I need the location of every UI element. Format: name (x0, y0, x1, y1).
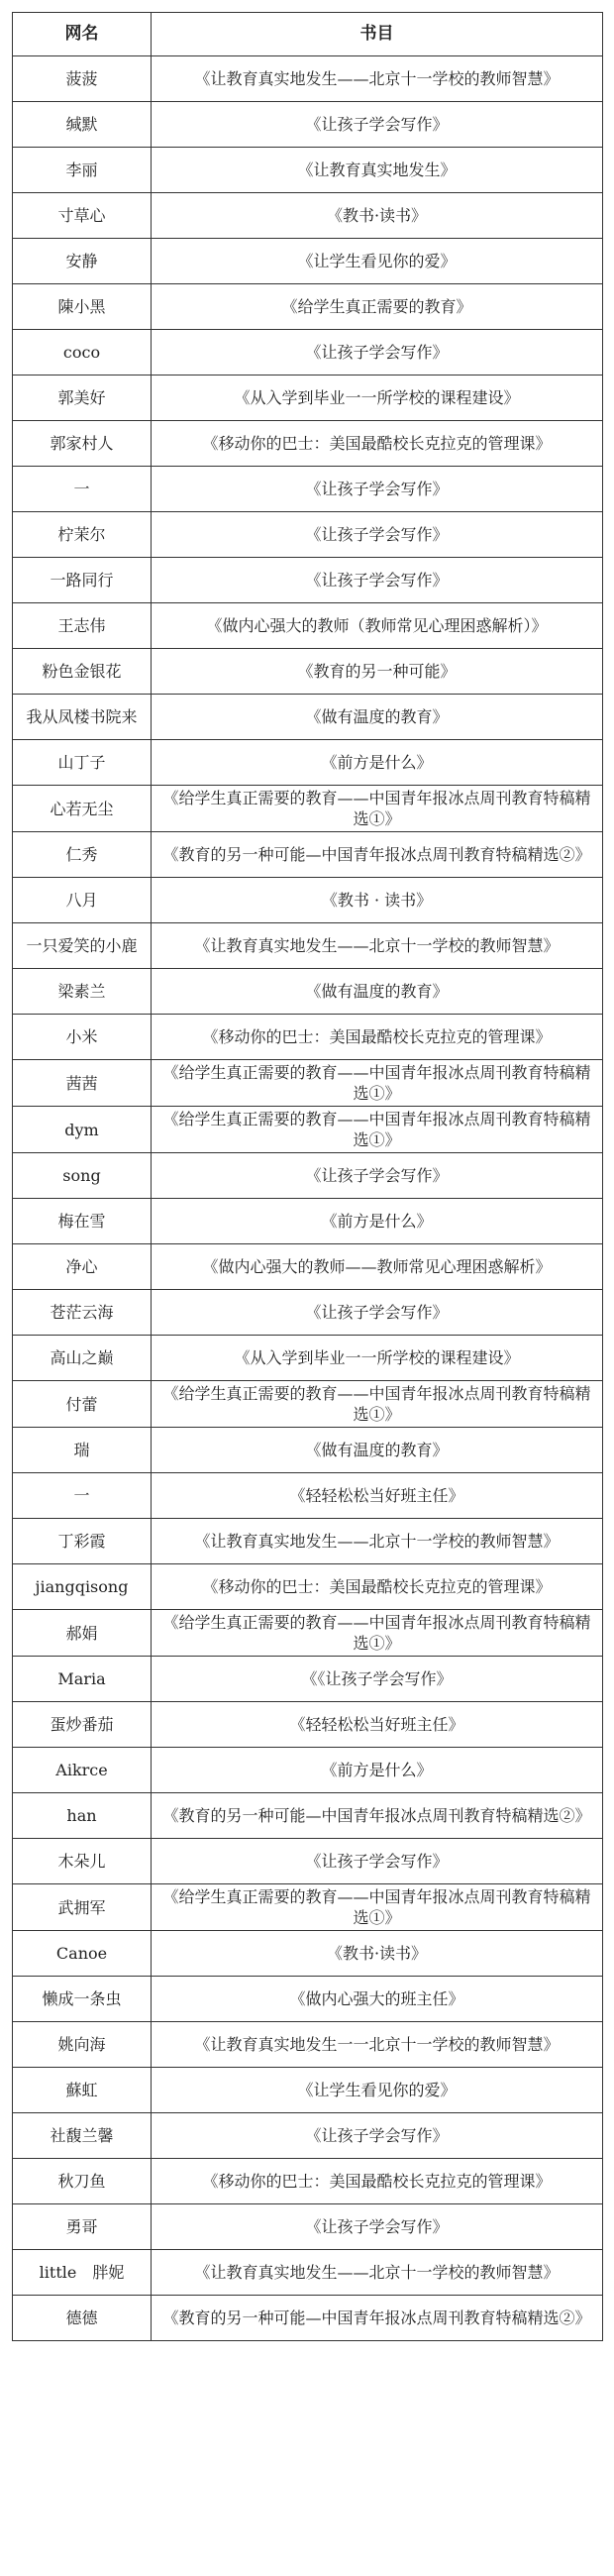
cell-name: 苍茫云海 (13, 1290, 152, 1336)
cell-book: 《教书 · 读书》 (152, 878, 603, 923)
table-row (13, 56, 603, 102)
table-row (13, 740, 603, 786)
table-row (13, 1977, 603, 2022)
cell-book: 《让学生看见你的爱》 (152, 2068, 603, 2113)
cell-name: 小米 (13, 1015, 152, 1060)
cell-book: 《给学生真正需要的教育——中国青年报冰点周刊教育特稿精选①》 (152, 786, 603, 832)
cell-name: 八月 (13, 878, 152, 923)
table-row (13, 1153, 603, 1199)
table-row (13, 649, 603, 695)
cell-book: 《做内心强大的班主任》 (152, 1977, 603, 2022)
cell-name: 蛋炒番茄 (13, 1702, 152, 1748)
cell-book: 《从入学到毕业一一所学校的课程建设》 (152, 376, 603, 421)
table-row (13, 878, 603, 923)
cell-name: 心若无尘 (13, 786, 152, 832)
cell-book: 《轻轻松松当好班主任》 (152, 1473, 603, 1519)
cell-book: 《轻轻松松当好班主任》 (152, 1702, 603, 1748)
table-row (13, 1519, 603, 1564)
cell-name: 丁彩霞 (13, 1519, 152, 1564)
cell-name: 缄默 (13, 102, 152, 148)
cell-book: 《让孩子学会写作》 (152, 558, 603, 603)
cell-book: 《让教育真实地发生一一北京十一学校的教师智慧》 (152, 2022, 603, 2068)
table-row (13, 969, 603, 1015)
cell-name: 梅在雪 (13, 1199, 152, 1244)
cell-name: 一只爱笑的小鹿 (13, 923, 152, 969)
table-body (13, 56, 603, 2341)
cell-name: 山丁子 (13, 740, 152, 786)
cell-name: 我从凤楼书院来 (13, 695, 152, 740)
table-row (13, 2204, 603, 2250)
cell-name: coco (13, 330, 152, 376)
cell-book: 《让孩子学会写作》 (152, 1153, 603, 1199)
cell-name: 蘇虹 (13, 2068, 152, 2113)
table-row (13, 2159, 603, 2204)
cell-name: 一路同行 (13, 558, 152, 603)
cell-name: 瑞 (13, 1428, 152, 1473)
header-book: 书目 (152, 13, 603, 56)
cell-name: 寸草心 (13, 193, 152, 239)
table-row (13, 2068, 603, 2113)
cell-book: 《给学生真正需要的教育——中国青年报冰点周刊教育特稿精选①》 (152, 1884, 603, 1931)
cell-book: 《给学生真正需要的教育》 (152, 284, 603, 330)
cell-name: han (13, 1793, 152, 1839)
table-row (13, 148, 603, 193)
table-row (13, 603, 603, 649)
table-row (13, 832, 603, 878)
cell-name: 郭美好 (13, 376, 152, 421)
cell-book: 《移动你的巴士：美国最酷校长克拉克的管理课》 (152, 1564, 603, 1610)
header-name: 网名 (13, 13, 152, 56)
table-row (13, 2296, 603, 2341)
table-row (13, 923, 603, 969)
book-list-table-wrapper (12, 12, 602, 2341)
cell-book: 《移动你的巴士：美国最酷校长克拉克的管理课》 (152, 421, 603, 467)
cell-name: 德德 (13, 2296, 152, 2341)
cell-name: 郭家村人 (13, 421, 152, 467)
cell-name: dym (13, 1107, 152, 1153)
table-row (13, 467, 603, 512)
cell-book: 《让教育真实地发生——北京十一学校的教师智慧》 (152, 1519, 603, 1564)
cell-book: 《给学生真正需要的教育——中国青年报冰点周刊教育特稿精选①》 (152, 1381, 603, 1428)
table-row (13, 1244, 603, 1290)
cell-book: 《教育的另一种可能》 (152, 649, 603, 695)
cell-book: 《教书·读书》 (152, 1931, 603, 1977)
cell-name: 柠茉尔 (13, 512, 152, 558)
cell-name: 高山之巅 (13, 1336, 152, 1381)
cell-book: 《前方是什么》 (152, 1748, 603, 1793)
cell-name: 一 (13, 1473, 152, 1519)
cell-book: 《做内心强大的教师——教师常见心理困惑解析》 (152, 1244, 603, 1290)
cell-book: 《移动你的巴士：美国最酷校长克拉克的管理课》 (152, 2159, 603, 2204)
table-row (13, 1336, 603, 1381)
cell-name: 姚向海 (13, 2022, 152, 2068)
cell-book: 《给学生真正需要的教育——中国青年报冰点周刊教育特稿精选①》 (152, 1060, 603, 1107)
cell-name: 粉色金银花 (13, 649, 152, 695)
table-row (13, 512, 603, 558)
cell-book: 《让孩子学会写作》 (152, 512, 603, 558)
cell-book: 《给学生真正需要的教育——中国青年报冰点周刊教育特稿精选①》 (152, 1107, 603, 1153)
cell-book: 《做有温度的教育》 (152, 695, 603, 740)
cell-name: 净心 (13, 1244, 152, 1290)
table-row (13, 1290, 603, 1336)
cell-name: 木朵儿 (13, 1839, 152, 1884)
cell-book: 《前方是什么》 (152, 1199, 603, 1244)
cell-name: Aikrce (13, 1748, 152, 1793)
cell-name: 勇哥 (13, 2204, 152, 2250)
cell-book: 《让孩子学会写作》 (152, 2204, 603, 2250)
cell-book: 《做内心强大的教师（教师常见心理困惑解析）》 (152, 603, 603, 649)
cell-name: 懒成一条虫 (13, 1977, 152, 2022)
cell-book: 《做有温度的教育》 (152, 969, 603, 1015)
table-row (13, 1381, 603, 1428)
cell-name: jiangqisong (13, 1564, 152, 1610)
table-row (13, 786, 603, 832)
cell-name: 李丽 (13, 148, 152, 193)
table-row (13, 695, 603, 740)
cell-name: 秋刀鱼 (13, 2159, 152, 2204)
cell-book: 《从入学到毕业一一所学校的课程建设》 (152, 1336, 603, 1381)
cell-book: 《让孩子学会写作》 (152, 467, 603, 512)
table-row (13, 1884, 603, 1931)
table-row (13, 2113, 603, 2159)
cell-name: 付蕾 (13, 1381, 152, 1428)
cell-name: little 胖妮 (13, 2250, 152, 2296)
cell-name: Maria (13, 1657, 152, 1702)
cell-name: 菠菠 (13, 56, 152, 102)
cell-book: 《做有温度的教育》 (152, 1428, 603, 1473)
cell-book: 《教书·读书》 (152, 193, 603, 239)
table-row (13, 2250, 603, 2296)
cell-book: 《让孩子学会写作》 (152, 2113, 603, 2159)
cell-name: 社馥兰馨 (13, 2113, 152, 2159)
cell-name: Canoe (13, 1931, 152, 1977)
table-row (13, 102, 603, 148)
table-row (13, 421, 603, 467)
cell-name: 郝娟 (13, 1610, 152, 1657)
table-row (13, 1015, 603, 1060)
cell-book: 《《让孩子学会写作》 (152, 1657, 603, 1702)
cell-book: 《教育的另一种可能—中国青年报冰点周刊教育特稿精选②》 (152, 2296, 603, 2341)
cell-name: 安静 (13, 239, 152, 284)
cell-book: 《让教育真实地发生——北京十一学校的教师智慧》 (152, 2250, 603, 2296)
table-row (13, 1564, 603, 1610)
cell-book: 《让教育真实地发生》 (152, 148, 603, 193)
table-row (13, 1473, 603, 1519)
cell-book: 《前方是什么》 (152, 740, 603, 786)
table-row (13, 193, 603, 239)
table-row (13, 376, 603, 421)
table-row (13, 558, 603, 603)
cell-book: 《让教育真实地发生——北京十一学校的教师智慧》 (152, 56, 603, 102)
cell-name: 陳小黑 (13, 284, 152, 330)
table-row (13, 2022, 603, 2068)
table-row (13, 284, 603, 330)
cell-book: 《让学生看见你的爱》 (152, 239, 603, 284)
table-row (13, 1793, 603, 1839)
table-row (13, 1657, 603, 1702)
cell-name: 一 (13, 467, 152, 512)
cell-name: 梁素兰 (13, 969, 152, 1015)
cell-book: 《让孩子学会写作》 (152, 1290, 603, 1336)
table-row (13, 239, 603, 284)
cell-name: 茜茜 (13, 1060, 152, 1107)
cell-book: 《移动你的巴士：美国最酷校长克拉克的管理课》 (152, 1015, 603, 1060)
cell-book: 《教育的另一种可能—中国青年报冰点周刊教育特稿精选②》 (152, 832, 603, 878)
cell-name: 王志伟 (13, 603, 152, 649)
cell-name: song (13, 1153, 152, 1199)
table-row (13, 1702, 603, 1748)
table-row (13, 1428, 603, 1473)
cell-book: 《给学生真正需要的教育——中国青年报冰点周刊教育特稿精选①》 (152, 1610, 603, 1657)
book-list-table (12, 12, 603, 2341)
table-row (13, 330, 603, 376)
table-row (13, 1610, 603, 1657)
table-row (13, 1199, 603, 1244)
cell-name: 仁秀 (13, 832, 152, 878)
table-row (13, 1748, 603, 1793)
cell-book: 《让教育真实地发生——北京十一学校的教师智慧》 (152, 923, 603, 969)
table-row (13, 1931, 603, 1977)
cell-book: 《让孩子学会写作》 (152, 1839, 603, 1884)
table-header-row (13, 13, 603, 56)
cell-book: 《教育的另一种可能—中国青年报冰点周刊教育特稿精选②》 (152, 1793, 603, 1839)
table-row (13, 1060, 603, 1107)
cell-book: 《让孩子学会写作》 (152, 102, 603, 148)
cell-book: 《让孩子学会写作》 (152, 330, 603, 376)
table-row (13, 1839, 603, 1884)
cell-name: 武拥军 (13, 1884, 152, 1931)
table-row (13, 1107, 603, 1153)
